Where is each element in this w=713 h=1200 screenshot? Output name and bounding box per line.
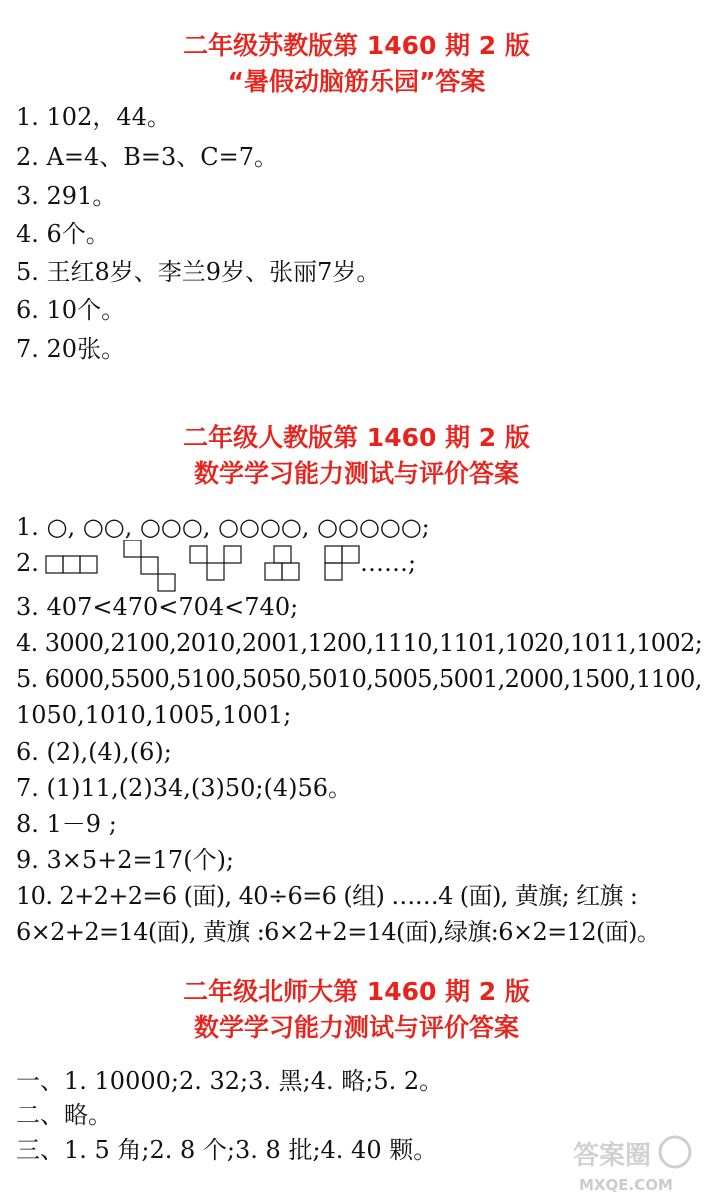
answer-line: 6. 10个。	[16, 296, 126, 324]
answer-line-circles: 1. ○, ○○, ○○○, ○○○○, ○○○○○;	[16, 513, 430, 541]
watermark-graphic	[569, 1132, 699, 1194]
watermark-text-bottom: MXQE.COM	[579, 1176, 673, 1194]
answer-line: 3. 291。	[16, 182, 117, 210]
answer-line: 8. 1－9 ;	[16, 810, 117, 838]
section1-title-line1: 二年级苏教版第 1460 期 2 版	[183, 31, 530, 60]
section1-title-line2: “暑假动脑筋乐园”答案	[227, 67, 486, 96]
watermark-text-top: 答案圈	[573, 1141, 652, 1171]
square-figures-diagram	[40, 540, 384, 592]
section3-title-line2: 数学学习能力测试与评价答案	[193, 1013, 519, 1042]
answer-suffix: ……;	[360, 549, 417, 577]
answer-line: 4. 3000,2100,2010,2001,1200,1110,1101,1020,1011,1002;	[16, 629, 703, 657]
answer-line: 三、1. 5 角;2. 8 个;3. 8 批;4. 40 颗。	[16, 1136, 438, 1164]
section2-title-line2: 数学学习能力测试与评价答案	[193, 459, 519, 488]
answer-line: 1. 102，44。	[16, 103, 171, 131]
answer-line: 10. 2+2+2=6 (面), 40÷6=6 (组) ……4 (面), 黄旗; 红旗 :	[16, 882, 638, 910]
answer-line: 2. A=4、B=3、C=7。	[16, 143, 278, 171]
answer-line: 6. (2),(4),(6);	[16, 738, 172, 766]
answer-line: 5. 王红8岁、李兰9岁、张丽7岁。	[16, 258, 381, 286]
answer-line: 一、1. 10000;2. 32;3. 黑;4. 略;5. 2。	[16, 1067, 444, 1095]
answer-line: 二、略。	[16, 1101, 112, 1129]
answer-line: 7. 20张。	[16, 335, 126, 363]
answer-line: 6×2+2=14(面), 黄旗 :6×2+2=14(面),绿旗:6×2=12(面)。	[16, 918, 661, 946]
answer-line-squares	[16, 540, 436, 592]
answer-line: 7. (1)11,(2)34,(3)50;(4)56。	[16, 774, 353, 802]
answer-line: 4. 6个。	[16, 220, 110, 248]
answer-number: 2.	[16, 549, 39, 577]
answer-line: 1050,1010,1005,1001;	[16, 701, 292, 729]
answer-line: 5. 6000,5500,5100,5050,5010,5005,5001,2000,1500,1100,	[16, 665, 702, 693]
section3-title-line1: 二年级北师大第 1460 期 2 版	[183, 977, 530, 1006]
answer-line: 3. 407<470<704<740;	[16, 593, 299, 621]
answer-line: 9. 3×5+2=17(个);	[16, 846, 235, 874]
section2-title-line1: 二年级人教版第 1460 期 2 版	[183, 423, 530, 452]
watermark-logo	[569, 1132, 699, 1194]
